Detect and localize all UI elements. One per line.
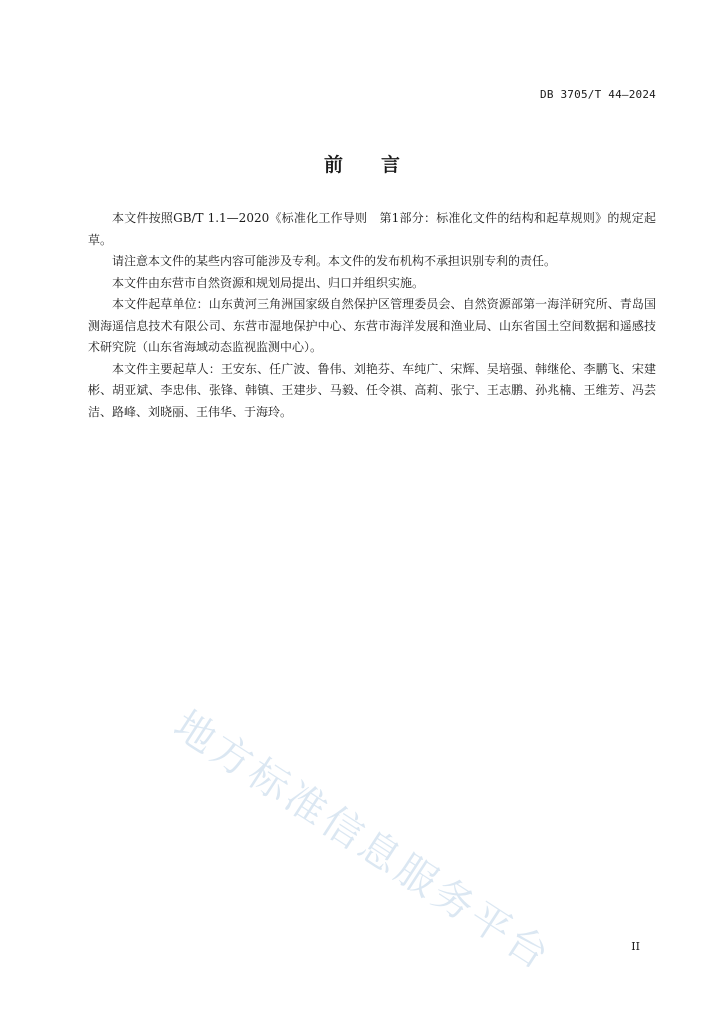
page-title: 前言 [323, 154, 438, 176]
paragraph-proposer: 本文件由东营市自然资源和规划局提出、归口并组织实施。 [112, 275, 425, 290]
paragraph-drafting-units: 本文件起草单位：山东黄河三角洲国家级自然保护区管理委员会、自然资源部第一海洋研究所、青岛国测海遥信息技术有限公司、东营市湿地保护中心、东营市海洋发展和渔业局、山东省国土空间数据和遥感技术研究院（山东省海域动态监视监测中心）。 [88, 297, 656, 354]
paragraph-drafters: 本文件主要起草人：王安东、任广波、鲁伟、刘艳芬、车纯广、宋辉、吴培强、韩继伦、李鹏飞、宋建彬、胡亚斌、李忠伟、张锋、韩镇、王建步、马毅、任令祺、高莉、张宁、王志鹏、孙兆楠、王维芳、冯芸洁、路峰、刘晓丽、王伟华、于海玲。 [88, 361, 656, 419]
page-number: II [631, 940, 640, 953]
paragraph-drafting-basis: 本文件按照GB/T 1.1—2020《标准化工作导则 第1部分：标准化文件的结构和起草规则》的规定起草。 [88, 211, 656, 247]
paragraph-patent-notice: 请注意本文件的某些内容可能涉及专利。本文件的发布机构不承担识别专利的责任。 [112, 254, 557, 268]
watermark: 地方标准信息服务平台 [165, 702, 560, 981]
document-code: DB 3705/T 44—2024 [540, 88, 656, 101]
foreword-body [88, 208, 656, 423]
